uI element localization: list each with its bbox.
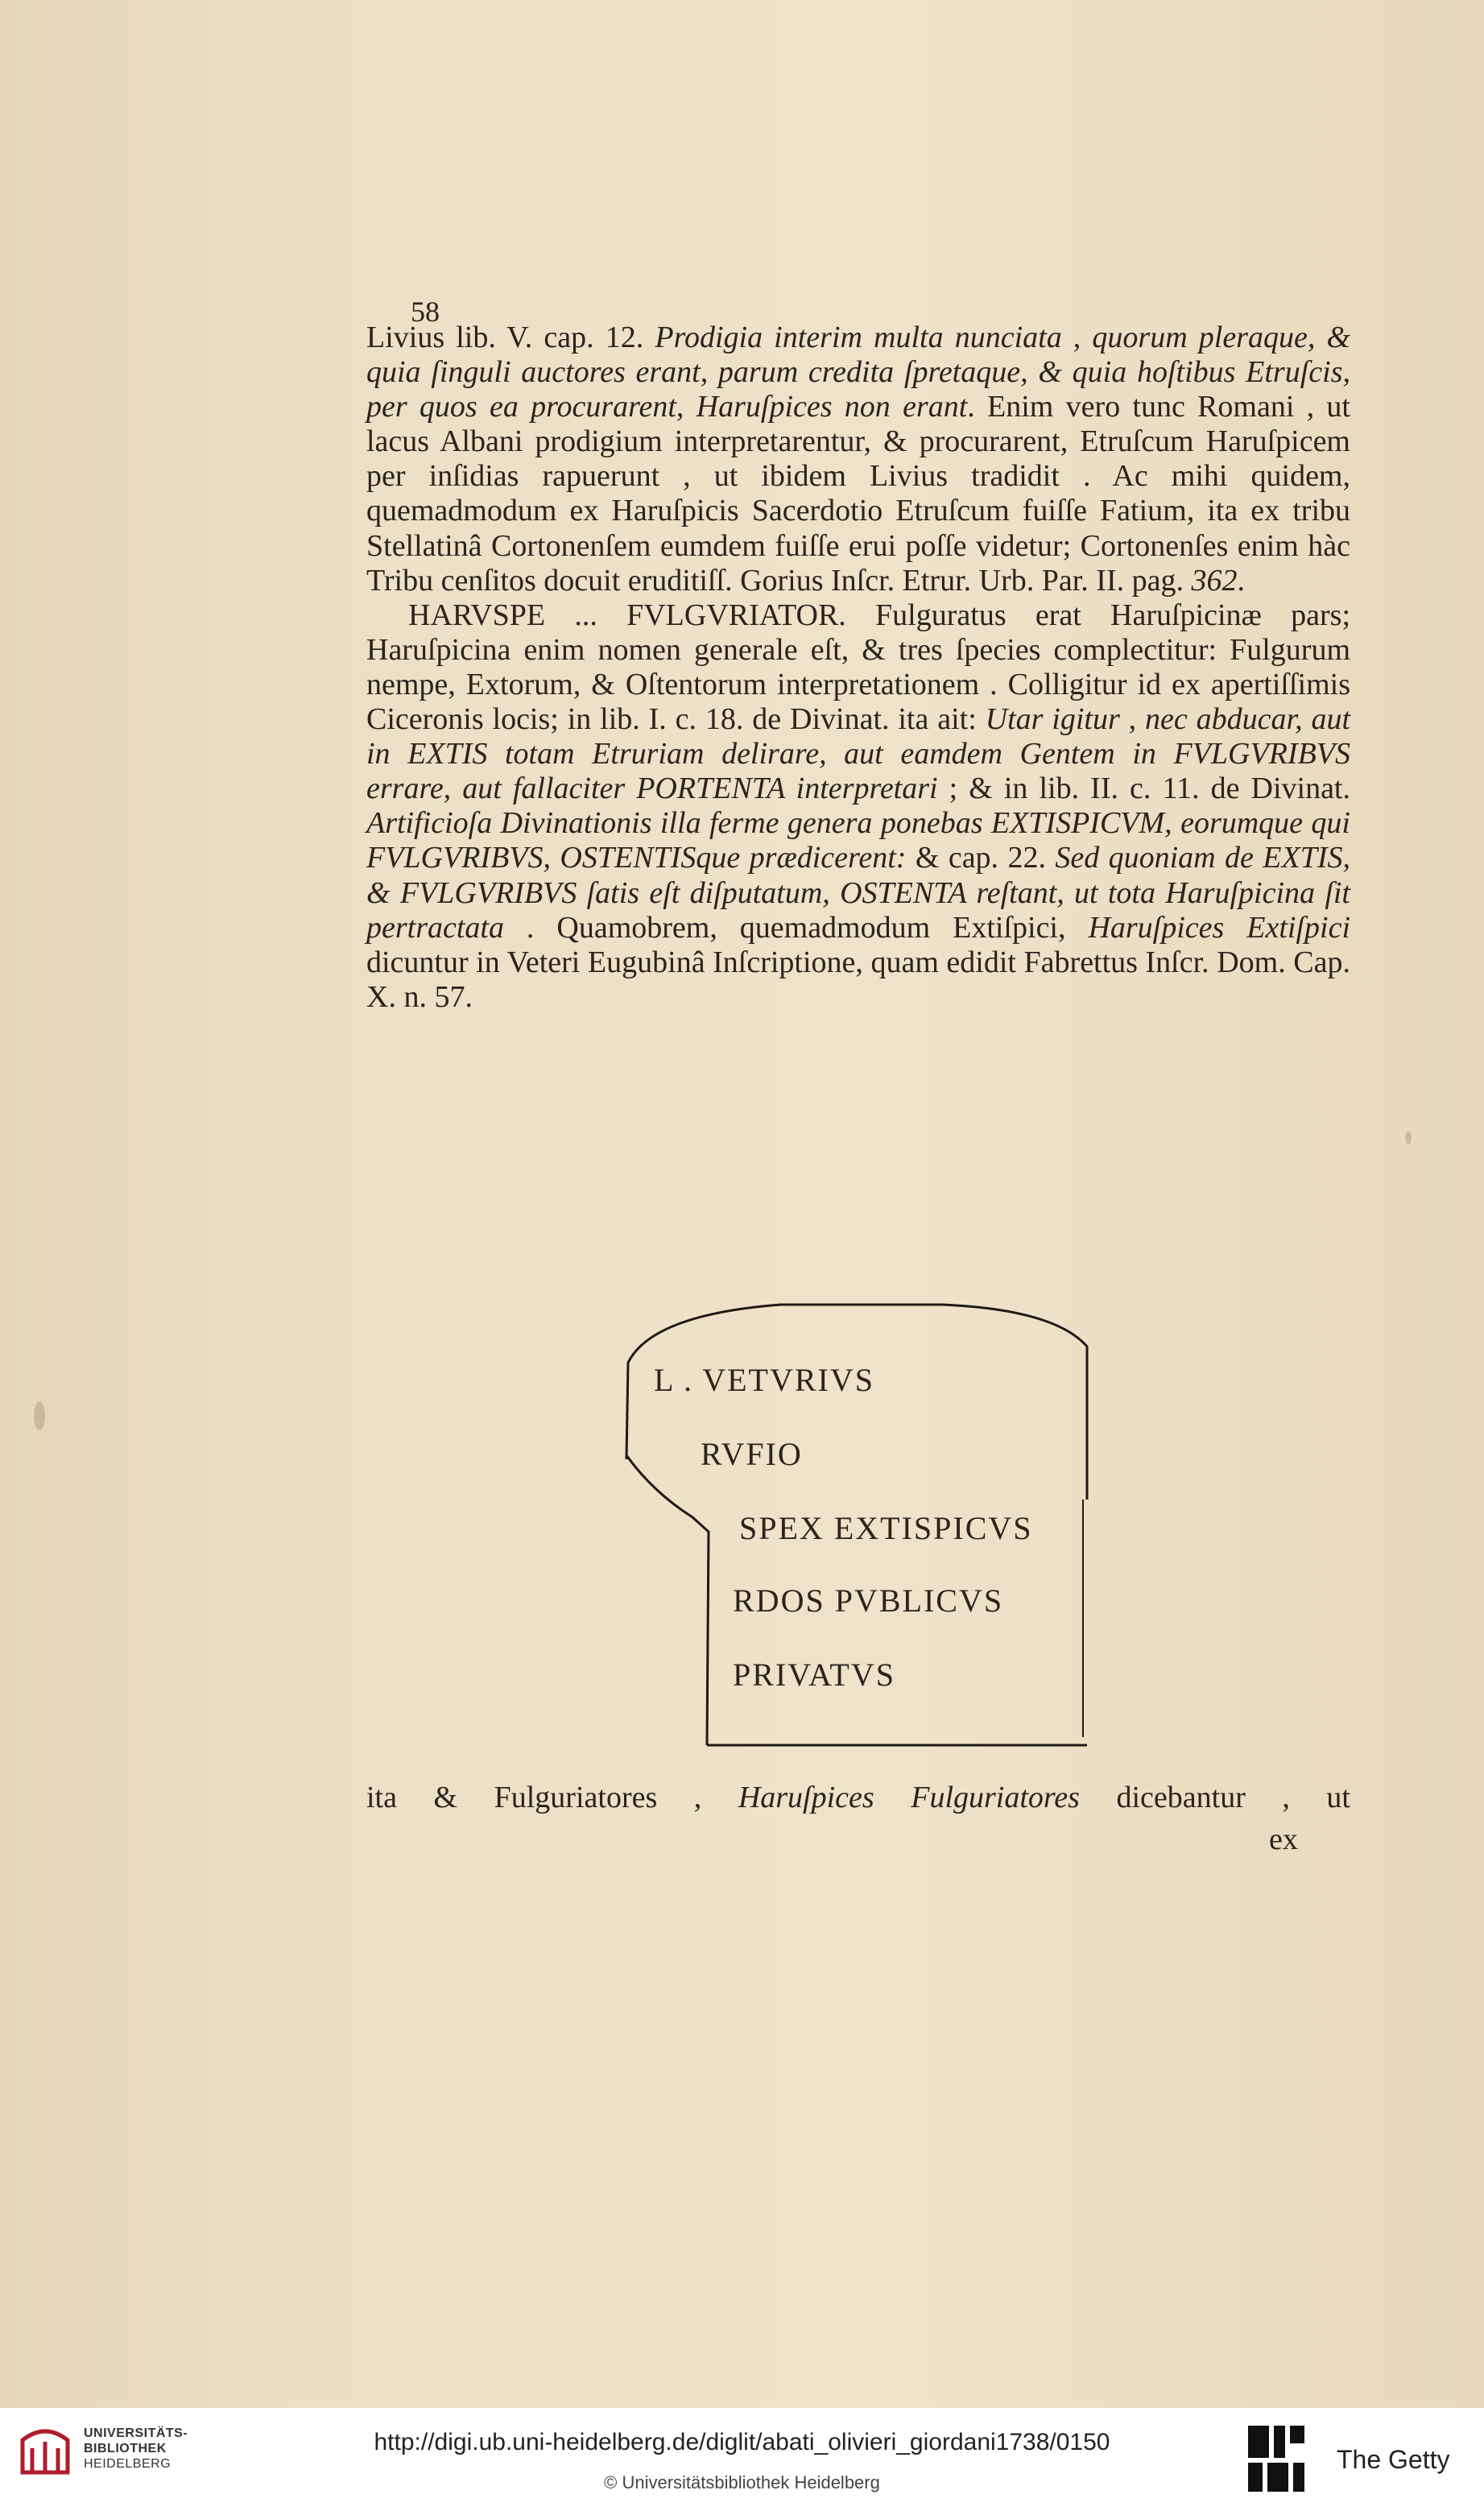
permalink-url[interactable]: http://digi.ub.uni-heidelberg.de/diglit/abati_olivieri_giordani1738/0150 bbox=[374, 2429, 1110, 2455]
text-run: Sed quoniam de EXTIS, & FVLGVRIBVS ſatis eſt diſputatum, OSTENTA reſtant, ut tota Haruſpicina ſit pertractata bbox=[366, 841, 1350, 945]
closing-line-italic: Haruſpices Fulguriatores bbox=[738, 1781, 1080, 1814]
ink-stain bbox=[34, 1401, 45, 1430]
text-run: 362 bbox=[1191, 563, 1238, 598]
ink-stain bbox=[1405, 1131, 1412, 1144]
text-run: Haruſpices Extiſpici bbox=[1088, 910, 1350, 945]
closing-line-end: dicebantur , ut bbox=[1079, 1781, 1350, 1814]
text-run: HARVSPE ... FVLGVRIATOR. Fulguratus erat Haruſpicinæ pars; Haruſpicina enim nomen generale eſt, & tres ſpecies complectitur: Fulgurum nempe, Extorum, & Oſtentorum interpretationem . Colligitur id ex apertiſſimis Ciceronis locis; in lib. I. c. 18. de Divinat. ita ait: bbox=[366, 598, 1350, 737]
inscription-stone bbox=[620, 1298, 1092, 1749]
page-number: 58 bbox=[411, 296, 440, 328]
institution-name-line-1: UNIVERSITÄTS- bbox=[84, 2426, 188, 2440]
text-run: Prodigia interim multa nunciata bbox=[655, 321, 1062, 354]
getty-logo-icon bbox=[1245, 2422, 1308, 2495]
partner-name: The Getty bbox=[1337, 2445, 1450, 2474]
paragraph-haruspe bbox=[366, 598, 1350, 1015]
viewer-footer bbox=[0, 2408, 1484, 2507]
inscription-line-2: RVFIO bbox=[701, 1436, 803, 1472]
main-text bbox=[366, 321, 1350, 1015]
text-run: . Enim vero tunc Romani , ut lacus Albani prodigium interpretarentur, & procurarent, Etruſcum Haruſpicem per inſidias rapuerunt , ut ibidem Livius tradidit . Ac mihi quidem, quemadmodum ex Haruſpicis Sacerdotio Etruſcum fuiſſe Fatium, ita ex tribu Stellatinâ Cortonenſem eumdem fuiſſe erui poſſe videtur; Cortonenſes enim hàc Tribu cenſitos docuit eruditiſſ. Gorius Inſcr. Etrur. Urb. Par. II. pag. bbox=[366, 390, 1350, 598]
institution-name-line-3: HEIDELBERG bbox=[84, 2457, 172, 2471]
inscription-line-3: SPEX EXTISPICVS bbox=[739, 1510, 1033, 1546]
closing-line-start: ita & Fulguriatores , bbox=[366, 1781, 738, 1814]
inscription-line-5: PRIVATVS bbox=[733, 1657, 895, 1693]
catchword: ex bbox=[1269, 1822, 1298, 1856]
text-run: , bbox=[1119, 702, 1146, 737]
institution-name-line-2: BIBLIOTHEK bbox=[84, 2442, 167, 2455]
text-run: dicuntur in Veteri Eugubinâ Inſcriptione, quam edidit Fabrettus Inſcr. Dom. Cap. X. n. 57. bbox=[366, 945, 1350, 1014]
text-run: & cap. 22. bbox=[906, 841, 1056, 875]
text-run: nec abducar, aut in EXTIS totam Etruriam delirare, aut eamdem Gentem in FVLGVRIBVS errare, aut fallaciter PORTENTA interpretari bbox=[366, 702, 1350, 806]
closing-line bbox=[366, 1780, 1350, 1815]
text-run: Utar igitur bbox=[985, 702, 1120, 737]
text-run: Artificioſa Divinationis illa ferme genera ponebas EXTISPICVM, eorumque qui FVLGVRIBVS, OSTENTISque prædicerent: bbox=[366, 806, 1350, 875]
text-run: . Quamobrem, quemadmodum Extiſpici, bbox=[503, 910, 1089, 945]
inscription-line-4: RDOS PVBLICVS bbox=[733, 1582, 1004, 1619]
text-run: quorum pleraque, & quia ſinguli auctores erant, parum credita ſpretaque, & quia hoſtibus Etruſcis, per quos ea procurarent, Haruſpices non erant bbox=[366, 321, 1351, 424]
inscription-line-1: L . VETVRIVS bbox=[654, 1362, 874, 1398]
copyright-notice: © Universitätsbibliothek Heidelberg bbox=[604, 2472, 880, 2493]
text-run: , bbox=[1061, 321, 1093, 354]
text-run: ; & in lib. II. c. 11. de Divinat. bbox=[937, 772, 1350, 806]
paragraph-livius bbox=[366, 321, 1350, 598]
text-run: Livius lib. V. cap. 12. bbox=[366, 321, 655, 354]
text-run: . bbox=[1237, 563, 1245, 598]
